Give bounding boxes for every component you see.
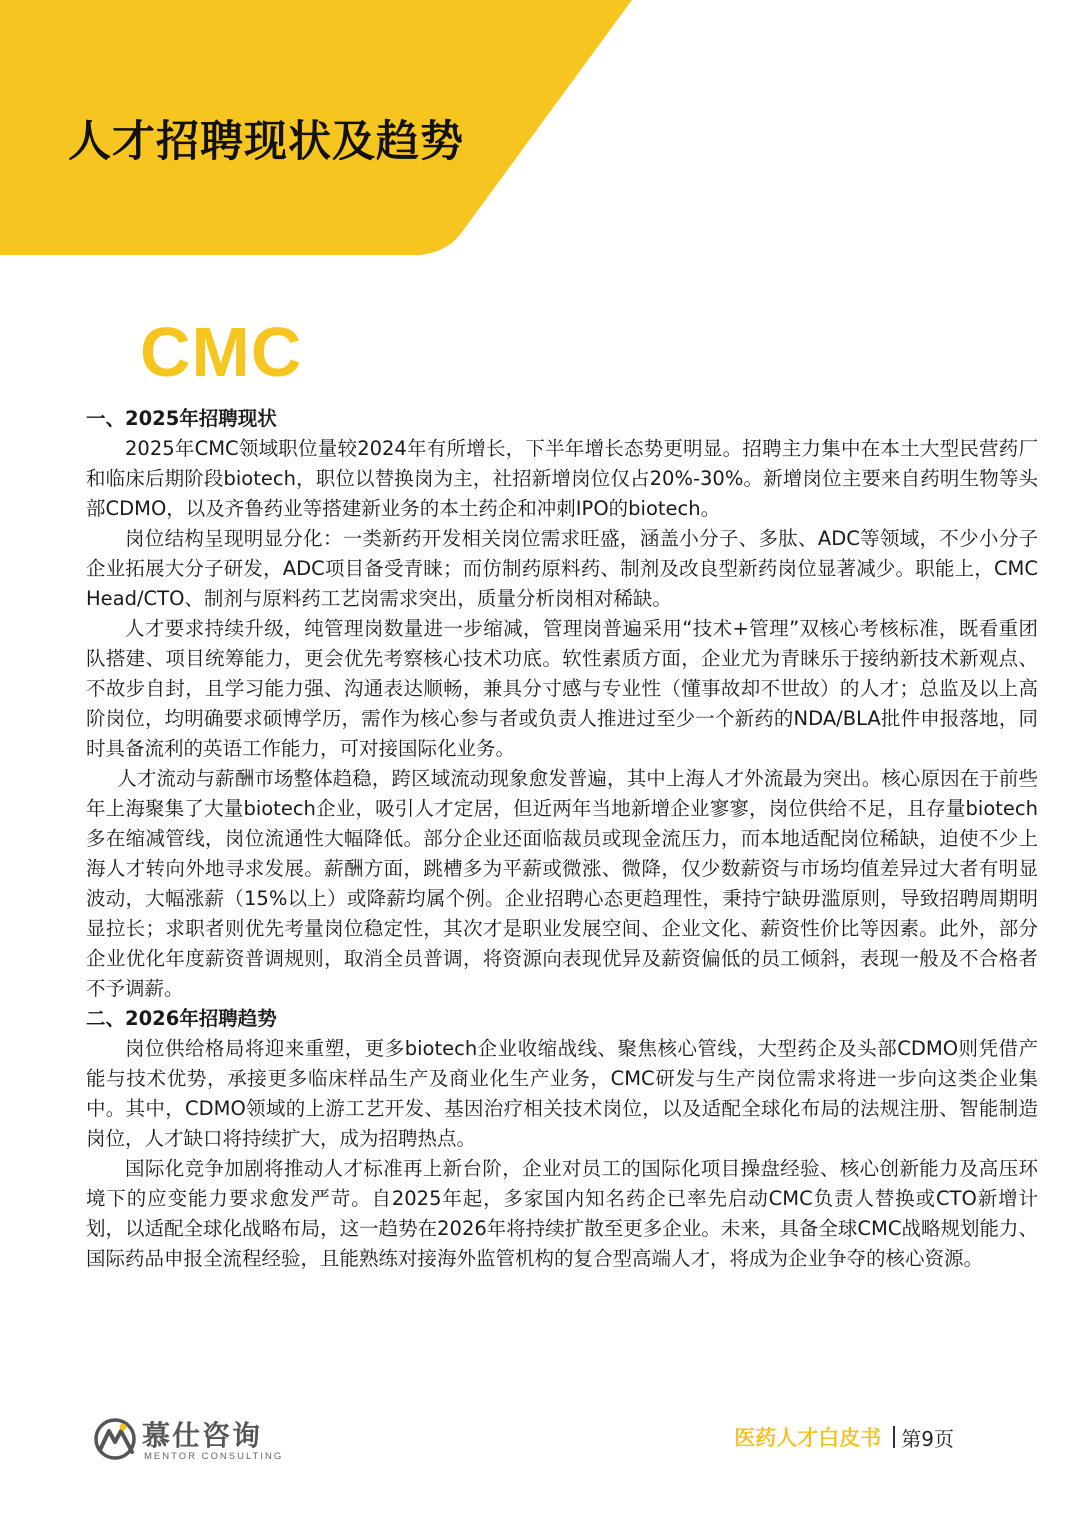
section-title: CMC [140,313,303,391]
footer [0,1400,1080,1480]
heading-2026-trends: 二、2026年招聘趋势 [86,1007,277,1030]
paragraph-6: 国际化竞争加剧将推动人才标准再上新台阶，企业对员工的国际化项目操盘经验、核心创新能力及高压环境下的应变能力要求愈发严苛。自2025年起，多家国内知名药企已率先启动CMC负责人替换或CTO新增计划，以适配全球化战略布局，这一趋势在2026年将持续扩散至更多企业。未来，具备全球CMC战略规划能力、国际药品申报全流程经验，且能熟练对接海外监管机构的复合型高端人才，将成为企业争夺的核心资源。 [86,1157,1038,1270]
footer-right [734,1422,954,1452]
paragraph-2: 岗位结构呈现明显分化：一类新药开发相关岗位需求旺盛，涵盖小分子、多肽、ADC等领域，不少小分子企业拓展大分子研发，ADC项目备受青睐；而仿制药原料药、制剂及改良型新药岗位显著减少。职能上，CMC Head/CTO、制剂与原料药工艺岗需求突出，质量分析岗相对稀缺。 [86,527,1038,610]
page-title: 人才招聘现状及趋势 [68,117,464,167]
logo-text-cn: 慕仕咨询 [142,1419,263,1452]
header-banner [0,0,1080,260]
paragraph-1: 2025年CMC领域职位量较2024年有所增长，下半年增长态势更明显。招聘主力集中在本土大型民营药厂和临床后期阶段biotech，职位以替换岗为主，社招新增岗位仅占20%-30%。新增岗位主要来自药明生物等头部CDMO，以及齐鲁药业等搭建新业务的本土药企和冲刺IPO的biotech。 [86,437,1038,520]
logo-text-en: MENTOR CONSULTING [144,1451,284,1462]
page-number: 第9页 [901,1426,954,1451]
mentor-logo-icon [92,1416,138,1462]
paragraph-4: 人才流动与薪酬市场整体趋稳，跨区域流动现象愈发普遍，其中上海人才外流最为突出。核心原因在于前些年上海聚集了大量biotech企业，吸引人才定居，但近两年当地新增企业寥寥，岗位供给不足，且存量biotech多在缩减管线，岗位流通性大幅降低。部分企业还面临裁员或现金流压力，而本地适配岗位稀缺，迫使不少上海人才转向外地寻求发展。薪酬方面，跳槽多为平薪或微涨、微降，仅少数薪资与市场均值差异过大者有明显波动，大幅涨薪（15%以上）或降薪均属个例。企业招聘心态更趋理性，秉持宁缺毋滥原则，导致招聘周期明显拉长；求职者则优先考量岗位稳定性，其次才是职业发展空间、企业文化、薪资性价比等因素。此外，部分企业优化年度薪资普调规则，取消全员普调，将资源向表现优异及薪资偏低的员工倾斜，表现一般及不合格者不予调薪。 [86,767,1038,1000]
heading-2025-status: 一、2025年招聘现状 [86,407,277,430]
paragraph-3: 人才要求持续升级，纯管理岗数量进一步缩减，管理岗普遍采用“技术+管理”双核心考核标准，既看重团队搭建、项目统筹能力，更会优先考察核心技术功底。软性素质方面，企业尤为青睐乐于接纳新技术新观点、不故步自封，且学习能力强、沟通表达顺畅，兼具分寸感与专业性（懂事故却不世故）的人才；总监及以上高阶岗位，均明确要求硕博学历，需作为核心参与者或负责人推进过至少一个新药的NDA/BLA批件申报落地，同时具备流利的英语工作能力，可对接国际化业务。 [86,617,1038,760]
book-title: 医药人才白皮书 [734,1426,882,1450]
footer-divider [893,1426,895,1448]
paragraph-5: 岗位供给格局将迎来重塑，更多biotech企业收缩战线、聚焦核心管线，大型药企及头部CDMO则凭借产能与技术优势，承接更多临床样品生产及商业化生产业务，CMC研发与生产岗位需求将进一步向这类企业集中。其中，CDMO领域的上游工艺开发、基因治疗相关技术岗位，以及适配全球化布局的法规注册、智能制造岗位，人才缺口将持续扩大，成为招聘热点。 [86,1037,1038,1150]
body-text [86,404,1038,1274]
company-logo [92,1412,282,1472]
